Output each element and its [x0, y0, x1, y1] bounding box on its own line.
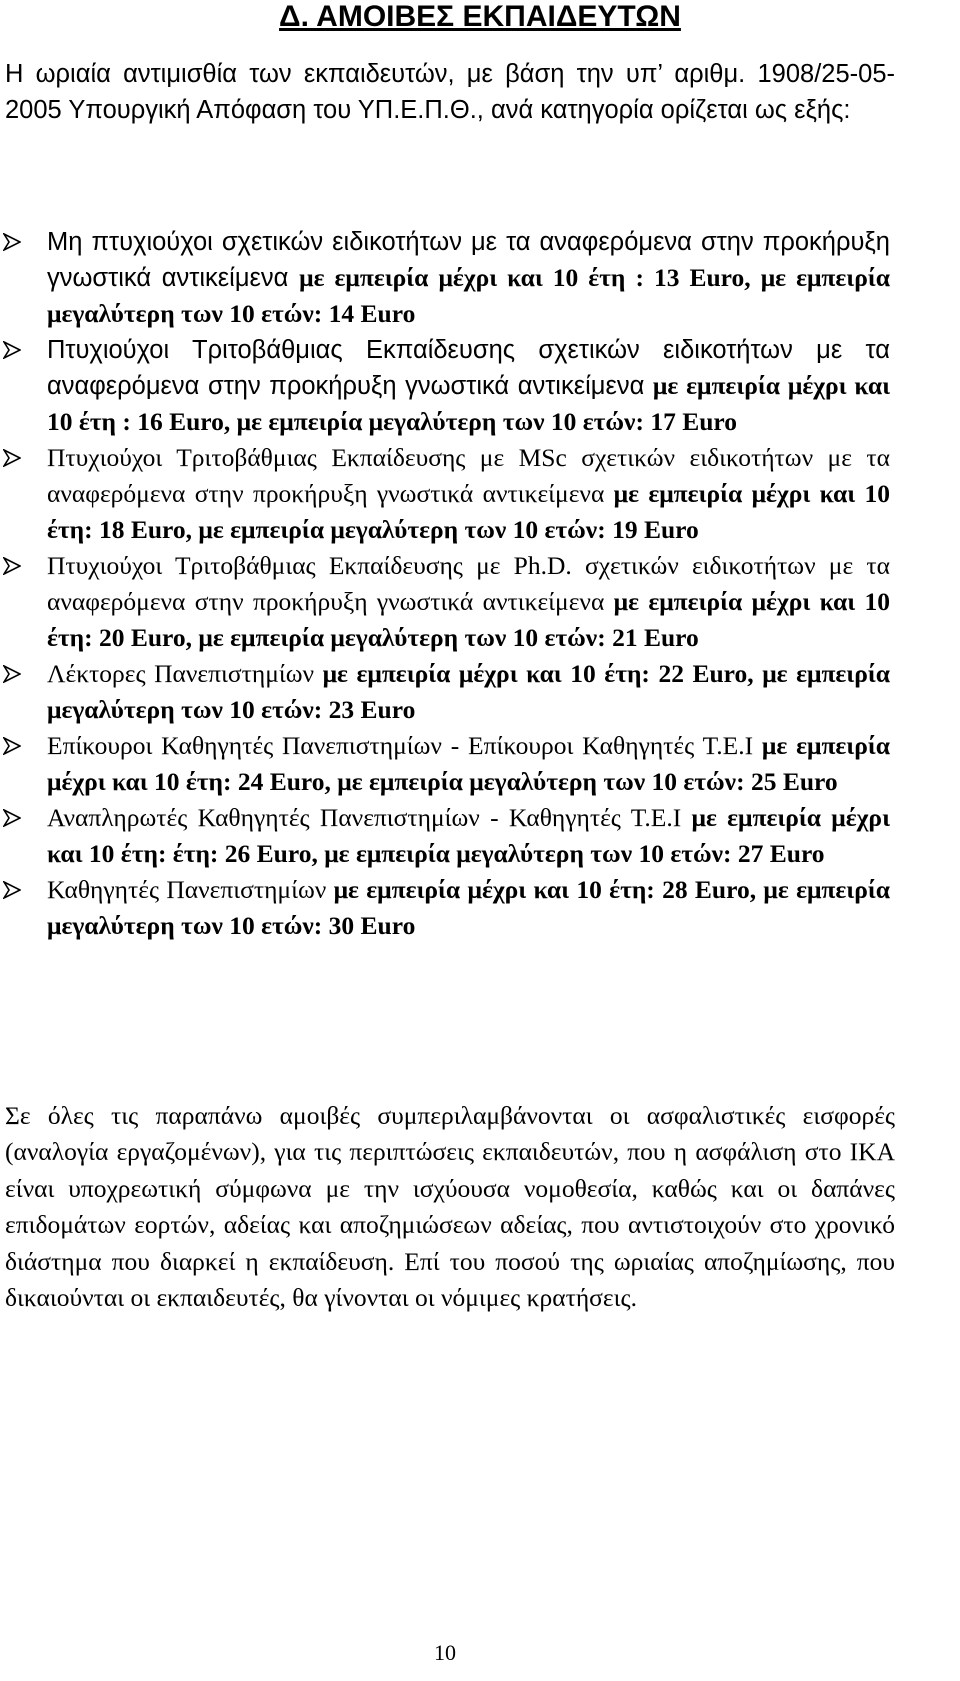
list-item-fees: με εμπειρία μέχρι και 10 έτη: 28 Euro, με εμπειρία μεγαλύτερη των 10 ετών: 30 Euro: [47, 875, 890, 940]
list-item-text: Μη πτυχιούχοι σχετικών ειδικοτήτων με τα αναφερόμενα στην προκήρυξη γνωστικά αντικείμενα: [47, 228, 890, 292]
list-item: [0, 224, 890, 332]
list-item-text: Αναπληρωτές Καθηγητές Πανεπιστημίων - Καθηγητές Τ.Ε.Ι: [47, 803, 692, 832]
list-item: [0, 800, 890, 872]
arrow-bullet-icon: [3, 233, 21, 251]
arrow-bullet-icon: [3, 449, 21, 467]
list-item: [0, 656, 890, 728]
list-item-fees: με εμπειρία μέχρι και 10 έτη : 13 Euro, με εμπειρία μεγαλύτερη των 10 ετών: 14 Euro: [47, 263, 890, 328]
arrow-bullet-icon: [3, 737, 21, 755]
section-heading: Δ. ΑΜΟΙΒΕΣ ΕΚΠΑΙΔΕΥΤΩΝ: [279, 0, 681, 33]
list-item-fees: με εμπειρία μέχρι και 10 έτη: 20 Euro, με εμπειρία μεγαλύτερη των 10 ετών: 21 Euro: [47, 587, 890, 652]
list-item: [0, 332, 890, 440]
list-item-text: Πτυχιούχοι Τριτοβάθμιας Εκπαίδευσης σχετικών ειδικοτήτων με τα αναφερόμενα στην προκήρυξη γνωστικά αντικείμενα: [47, 336, 890, 400]
list-item-fees: με εμπειρία μέχρι και 10 έτη: έτη: 26 Euro, με εμπειρία μεγαλύτερη των 10 ετών: 27 Euro: [47, 803, 890, 868]
list-item-fees: με εμπειρία μέχρι και 10 έτη: 24 Euro, με εμπειρία μεγαλύτερη των 10 ετών: 25 Euro: [47, 731, 891, 796]
list-item: [0, 872, 890, 944]
list-item-text: Επίκουροι Καθηγητές Πανεπιστημίων - Επίκουροι Καθηγητές Τ.Ε.Ι: [47, 731, 762, 760]
list-item-text: Καθηγητές Πανεπιστημίων: [47, 875, 334, 904]
list-item-text: Λέκτορες Πανεπιστημίων: [47, 659, 323, 688]
arrow-bullet-icon: [3, 881, 21, 899]
fee-list: [0, 224, 900, 944]
arrow-bullet-icon: [3, 557, 21, 575]
list-item-fees: με εμπειρία μέχρι και 10 έτη: 18 Euro, με εμπειρία μεγαλύτερη των 10 ετών: 19 Euro: [47, 479, 890, 544]
closing-paragraph: Σε όλες τις παραπάνω αμοιβές συμπεριλαμβάνονται οι ασφαλιστικές εισφορές (αναλογία εργαζομένων), για τις περιπτώσεις εκπαιδευτών, που η ασφάλιση στο ΙΚΑ είναι υποχρεωτική σύμφωνα με την ισχύουσα νομοθεσία, καθώς και οι δαπάνες επιδομάτων εορτών, αδείας και αποζημιώσεων αδείας, που αντιστοιχούν στο χρονικό διάστημα που διαρκεί η εκπαίδευση. Επί του ποσού της ωριαίας αποζημίωσης, που δικαιούνται οι εκπαιδευτές, θα γίνονται οι νόμιμες κρατήσεις.: [5, 1101, 895, 1313]
list-item-fees: με εμπειρία μέχρι και 10 έτη : 16 Euro, με εμπειρία μεγαλύτερη των 10 ετών: 17 Euro: [47, 371, 890, 436]
list-item-fees: με εμπειρία μέχρι και 10 έτη: 22 Euro, με εμπειρία μεγαλύτερη των 10 ετών: 23 Euro: [47, 659, 891, 724]
list-item: [0, 440, 890, 548]
intro-paragraph: Η ωριαία αντιμισθία των εκπαιδευτών, με βάση την υπ’ αριθμ. 1908/25-05-2005 Υπουργική Απόφαση του ΥΠ.Ε.Π.Θ., ανά κατηγορία ορίζεται ως εξής:: [5, 60, 895, 124]
page-number: 10: [434, 1640, 456, 1665]
arrow-bullet-icon: [3, 809, 21, 827]
list-item: [0, 728, 890, 800]
list-item-text: Πτυχιούχοι Τριτοβάθμιας Εκπαίδευσης με MSc σχετικών ειδικοτήτων με τα αναφερόμενα στην προκήρυξη γνωστικά αντικείμενα: [47, 443, 890, 508]
list-item: [0, 548, 890, 656]
arrow-bullet-icon: [3, 341, 21, 359]
list-item-text: Πτυχιούχοι Τριτοβάθμιας Εκπαίδευσης με Ph.D. σχετικών ειδικοτήτων με τα αναφερόμενα στην προκήρυξη γνωστικά αντικείμενα: [47, 551, 890, 616]
arrow-bullet-icon: [3, 665, 21, 683]
